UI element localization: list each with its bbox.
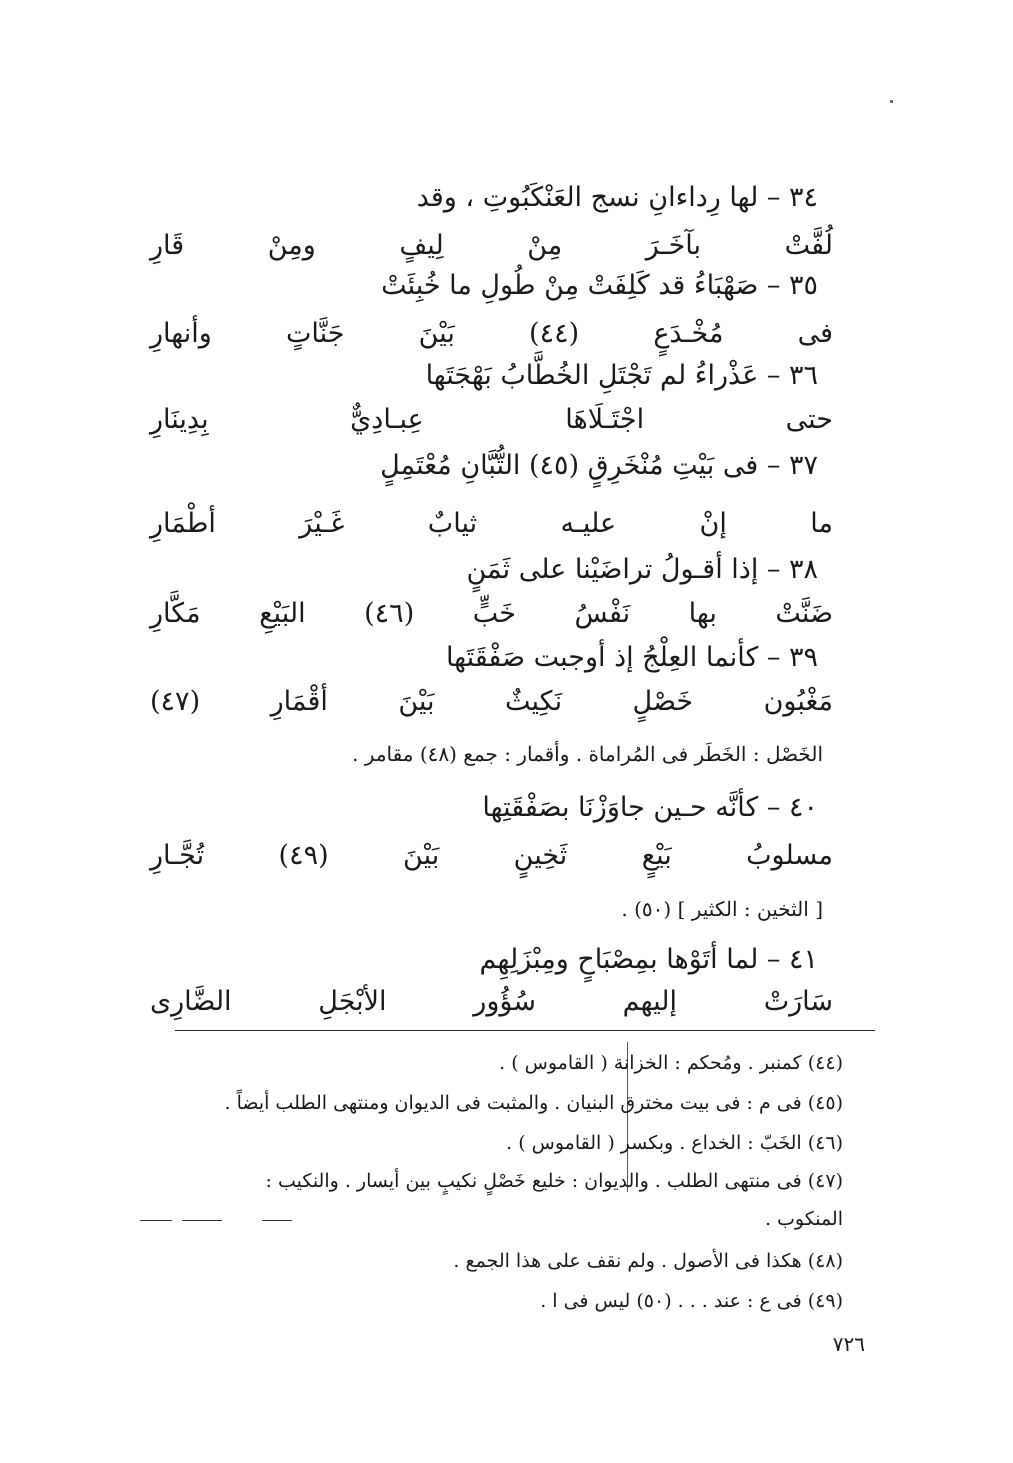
verse-38-first: ٣٨ – إذا أقـولُ تراضَيْنا على ثَمَنٍ bbox=[466, 554, 818, 585]
verse-37-second: ما إنْ عليـه ثيابٌ غَـيْرَ أطْمَارِ bbox=[150, 508, 833, 539]
margin-dash bbox=[262, 1220, 292, 1221]
gloss-khasl: الخَصْل : الخَطَر فى المُراماة . وأقمار : جمع (٤٨) مقامر . bbox=[352, 742, 823, 766]
page-number: ٧٢٦ bbox=[832, 1332, 865, 1356]
verse-37-first: ٣٧ – فى بَيْتِ مُنْخَرِقٍ (٤٥) التُّبَّانِ مُعْتَمِلٍ bbox=[380, 450, 818, 481]
verse-40-second: مسلوبُ بَيْعٍ ثَخِينٍ بَيْنَ (٤٩) تُجَّـارِ bbox=[150, 840, 833, 871]
verse-35-second: فى مُخْـدَعٍ (٤٤) بَيْنَ جَنَّاتٍ وأنهارِ bbox=[150, 318, 834, 349]
verse-38-second: ضَنَّتْ بها نَفْسُ خَبٍّ (٤٦) البَيْعِ مَكَّارِ bbox=[150, 598, 833, 629]
verse-41-first: ٤١ – لما أتَوْها بمِصْبَاحٍ ومِبْزَلِهِم bbox=[479, 944, 818, 975]
verse-41-second: سَارَتْ إليهم سُؤُور الأبْجَلِ الضَّارِى bbox=[150, 986, 833, 1017]
verse-35-first: ٣٥ – صَهْبَاءُ قد كَلِفَتْ مِنْ طُولِ ما خُبِئَتْ bbox=[381, 270, 818, 301]
footnote-46: (٤٦) الخَبّ : الخداع . وبكسر ( القاموس ) . bbox=[506, 1132, 843, 1154]
verse-39-second: مَغْبُون خَصْلٍ نَكِيثٌ بَيْنَ أقْمَارِ (٤٧) bbox=[150, 686, 833, 717]
verse-36-second: حتى اجْتَـلَاهَا عِبـادِيٌّ بِدِينَارِ bbox=[150, 404, 833, 435]
footnote-49-50: (٤٩) فى ع : عند . . . (٥٠) ليس فى ا . bbox=[540, 1290, 843, 1312]
footnote-44: (٤٤) كمنبر . ومُحكم : الخزانة ( القاموس ) . bbox=[499, 1052, 843, 1074]
gloss-thakhin: [ الثخين : الكثير ] (٥٠) . bbox=[621, 897, 823, 921]
footnote-48: (٤٨) هكذا فى الأصول . ولم نقف على هذا الجمع . bbox=[453, 1250, 843, 1272]
margin-speck bbox=[890, 100, 893, 103]
verse-34-second: لُفَّتْ بآخَـرَ مِنْ لِيفٍ ومِنْ قَارِ bbox=[150, 230, 833, 261]
margin-dash bbox=[182, 1220, 222, 1221]
verse-39-first: ٣٩ – كأنما العِلْجُ إذ أوجبت صَفْقَتَها bbox=[445, 642, 818, 673]
footnote-47: (٤٧) فى منتهى الطلب . والديوان : خليع خَصْلٍ نكيبٍ بين أيسار . والنكيب : bbox=[265, 1170, 843, 1192]
margin-dash bbox=[140, 1220, 172, 1221]
verse-34-first: ٣٤ – لها رِداءانِ نسج العَنْكَبُوتِ ، وقد bbox=[416, 182, 818, 213]
footnote-47-cont: المنكوب . bbox=[764, 1208, 843, 1230]
footnote-45: (٤٥) فى م : فى بيت مخترق البنيان . والمثبت فى الديوان ومنتهى الطلب أيضاً . bbox=[224, 1092, 843, 1114]
footnote-rule bbox=[175, 1030, 875, 1031]
verse-36-first: ٣٦ – عَذْراءُ لم تَجْتَلِ الخُطَّابُ بَهْجَتَها bbox=[425, 360, 818, 391]
verse-40-first: ٤٠ – كأنَّه حـين جاوَزْنَا بصَفْقَتِها bbox=[482, 792, 818, 823]
